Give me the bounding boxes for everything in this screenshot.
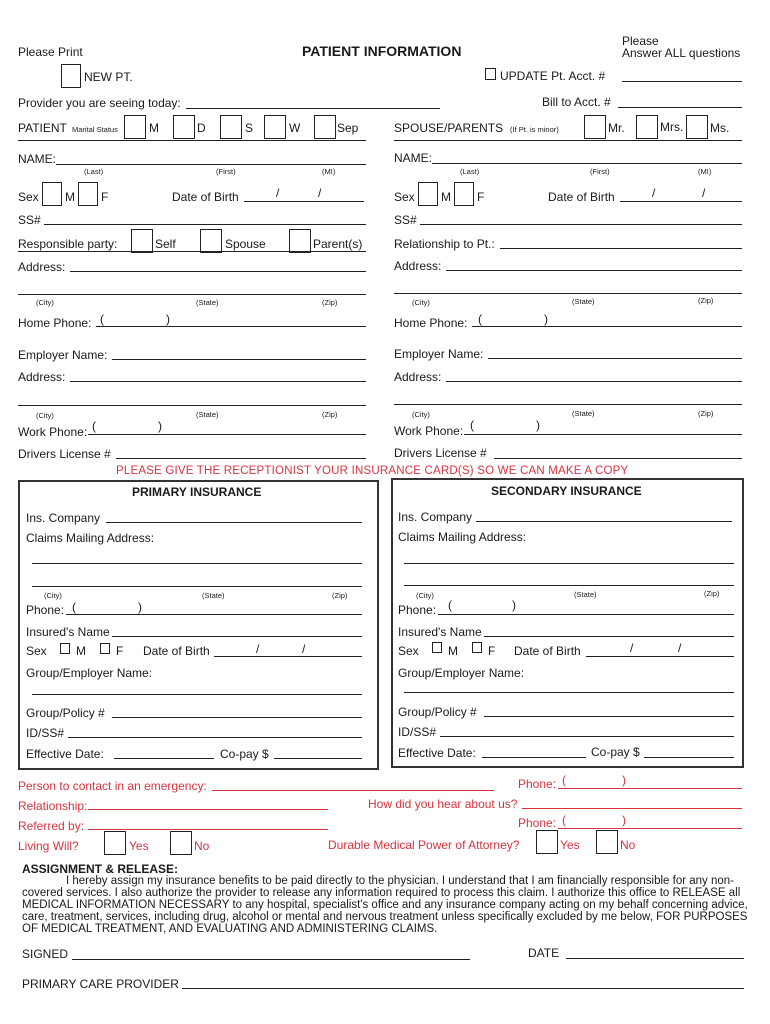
dob-slash: / bbox=[318, 186, 322, 200]
patient-label: PATIENT bbox=[18, 121, 67, 135]
sex-m-label: M bbox=[448, 644, 458, 658]
sex-f-label: F bbox=[488, 644, 496, 658]
marital-m-checkbox[interactable] bbox=[124, 115, 146, 139]
spouse-drivers-label: Drivers License # bbox=[394, 446, 487, 460]
secondary-id-ss-label: ID/SS# bbox=[398, 725, 437, 739]
primary-insured-label: Insured's Name bbox=[26, 625, 110, 639]
zip-caption: (Zip) bbox=[704, 589, 720, 598]
paren: ( bbox=[72, 600, 76, 614]
marital-s-checkbox[interactable] bbox=[220, 115, 242, 139]
secondary-copay-field[interactable] bbox=[644, 757, 734, 758]
state-caption: (State) bbox=[572, 409, 595, 418]
secondary-claims-label: Claims Mailing Address: bbox=[398, 530, 527, 544]
patient-work-phone-field[interactable] bbox=[88, 434, 366, 435]
pcp-label: PRIMARY CARE PROVIDER bbox=[22, 977, 179, 991]
sex-f-label: F bbox=[116, 644, 124, 658]
if-minor-label: (If Pt. is minor) bbox=[510, 125, 559, 134]
emergency-phone-label: Phone: bbox=[518, 777, 557, 791]
marital-sep-checkbox[interactable] bbox=[314, 115, 336, 139]
sex-f-label: F bbox=[101, 190, 109, 204]
paren: ) bbox=[512, 598, 516, 612]
primary-group-policy-field[interactable] bbox=[112, 717, 362, 718]
patient-emp-address-field[interactable] bbox=[70, 381, 366, 382]
poa-no-checkbox[interactable] bbox=[596, 830, 618, 854]
primary-claims-field-2[interactable] bbox=[32, 586, 362, 587]
secondary-group-policy-label: Group/Policy # bbox=[398, 705, 477, 719]
assignment-text-line: I hereby assign my insurance benefits to be paid directly to the physician. I understand that I am financially responsible for any non- bbox=[66, 875, 735, 887]
state-caption: (State) bbox=[196, 298, 219, 307]
spouse-name-field[interactable] bbox=[432, 163, 742, 164]
provider-label: Provider you are seeing today: bbox=[18, 96, 181, 110]
paren: ( bbox=[562, 773, 566, 787]
responsible-self-checkbox[interactable] bbox=[131, 229, 153, 253]
assignment-title: ASSIGNMENT & RELEASE: bbox=[22, 862, 179, 876]
secondary-sex-m-checkbox[interactable] bbox=[432, 642, 442, 653]
patient-drivers-field[interactable] bbox=[116, 458, 366, 459]
relationship-emergency-label: Relationship: bbox=[18, 799, 88, 813]
page-title: PATIENT INFORMATION bbox=[302, 43, 462, 59]
paren: ) bbox=[138, 600, 142, 614]
title-mrs-checkbox[interactable] bbox=[636, 115, 658, 139]
spouse-home-phone-field[interactable] bbox=[472, 326, 742, 327]
dob-slash: / bbox=[302, 642, 306, 656]
spouse-name-label: NAME: bbox=[394, 151, 433, 165]
marital-w-checkbox[interactable] bbox=[264, 115, 286, 139]
secondary-claims-field-1[interactable] bbox=[404, 563, 734, 564]
sex-m-label: M bbox=[65, 190, 75, 204]
responsible-parents-label: Parent(s) bbox=[313, 237, 363, 251]
primary-insured-field[interactable] bbox=[112, 636, 362, 637]
mi-caption: (MI) bbox=[698, 167, 712, 176]
patient-address-label: Address: bbox=[18, 260, 66, 274]
paren: ( bbox=[100, 312, 104, 326]
secondary-claims-field-2[interactable] bbox=[404, 585, 734, 586]
primary-sex-m-checkbox[interactable] bbox=[60, 643, 70, 654]
patient-sex-f-checkbox[interactable] bbox=[78, 182, 98, 206]
answer-all-label: Answer ALL questions bbox=[622, 46, 741, 60]
please-label: Please bbox=[622, 34, 659, 48]
marital-w-label: W bbox=[289, 121, 301, 135]
referred-by-label: Referred by: bbox=[18, 819, 85, 833]
title-ms-checkbox[interactable] bbox=[686, 115, 708, 139]
zip-caption: (Zip) bbox=[322, 298, 338, 307]
city-caption: (City) bbox=[36, 298, 54, 307]
divider bbox=[18, 251, 366, 252]
patient-ss-label: SS# bbox=[18, 213, 41, 227]
paren: ) bbox=[544, 312, 548, 326]
secondary-ins-company-field[interactable] bbox=[476, 521, 732, 522]
sex-m-label: M bbox=[76, 644, 86, 658]
state-caption: (State) bbox=[202, 591, 225, 600]
city-caption: (City) bbox=[44, 591, 62, 600]
patient-emp-address-label: Address: bbox=[18, 370, 66, 384]
poa-yes-label: Yes bbox=[560, 838, 580, 852]
signature-field[interactable] bbox=[72, 959, 470, 960]
patient-dob-label: Date of Birth bbox=[172, 190, 239, 204]
please-print-label: Please Print bbox=[18, 45, 83, 59]
primary-ins-company-field[interactable] bbox=[106, 522, 362, 523]
last-caption: (Last) bbox=[460, 167, 480, 176]
secondary-ins-company-label: Ins. Company bbox=[398, 510, 473, 524]
spouse-address-field[interactable] bbox=[446, 270, 742, 271]
zip-caption: (Zip) bbox=[332, 591, 348, 600]
zip-caption: (Zip) bbox=[698, 296, 714, 305]
spouse-employer-field[interactable] bbox=[488, 358, 742, 359]
paren: ) bbox=[536, 418, 540, 432]
hear-about-label: How did you hear about us? bbox=[368, 797, 518, 811]
spouse-address-label: Address: bbox=[394, 259, 442, 273]
primary-ins-company-label: Ins. Company bbox=[26, 511, 101, 525]
secondary-insured-field[interactable] bbox=[484, 636, 734, 637]
city-caption: (City) bbox=[412, 298, 430, 307]
living-will-yes-label: Yes bbox=[129, 839, 149, 853]
first-caption: (First) bbox=[590, 167, 610, 176]
patient-dob-field[interactable] bbox=[244, 201, 364, 202]
patient-sex-m-checkbox[interactable] bbox=[42, 182, 62, 206]
mi-caption: (MI) bbox=[322, 167, 336, 176]
responsible-spouse-label: Spouse bbox=[225, 237, 266, 251]
spouse-ss-label: SS# bbox=[394, 213, 417, 227]
title-mr-label: Mr. bbox=[608, 121, 625, 135]
secondary-dob-field[interactable] bbox=[586, 656, 734, 657]
patient-employer-label: Employer Name: bbox=[18, 348, 108, 362]
relationship-label: Relationship to Pt.: bbox=[394, 237, 495, 251]
spouse-emp-address-label: Address: bbox=[394, 370, 442, 384]
primary-phone-label: Phone: bbox=[26, 603, 65, 617]
relationship-emergency-field[interactable] bbox=[88, 809, 328, 810]
spouse-ss-field[interactable] bbox=[420, 224, 742, 225]
living-will-no-label: No bbox=[194, 839, 210, 853]
dob-slash: / bbox=[678, 641, 682, 655]
date-field[interactable] bbox=[566, 958, 744, 959]
spouse-sex-m-checkbox[interactable] bbox=[418, 182, 438, 206]
primary-group-policy-label: Group/Policy # bbox=[26, 706, 105, 720]
spouse-emp-address-line2[interactable] bbox=[394, 404, 742, 405]
marital-sep-label: Sep bbox=[337, 121, 359, 135]
patient-home-phone-label: Home Phone: bbox=[18, 316, 92, 330]
secondary-copay-label: Co-pay $ bbox=[591, 745, 640, 759]
primary-id-ss-field[interactable] bbox=[68, 737, 362, 738]
marital-d-label: D bbox=[197, 121, 206, 135]
marital-s-label: S bbox=[245, 121, 254, 135]
responsible-parents-checkbox[interactable] bbox=[289, 229, 311, 253]
spouse-label: SPOUSE/PARENTS bbox=[394, 121, 504, 135]
city-caption: (City) bbox=[416, 591, 434, 600]
responsible-label: Responsible party: bbox=[18, 237, 118, 251]
patient-employer-field[interactable] bbox=[112, 359, 366, 360]
primary-dob-label: Date of Birth bbox=[143, 644, 210, 658]
primary-id-ss-label: ID/SS# bbox=[26, 726, 65, 740]
sex-f-label: F bbox=[477, 190, 485, 204]
spouse-dob-field[interactable] bbox=[620, 201, 742, 202]
patient-drivers-label: Drivers License # bbox=[18, 447, 111, 461]
patient-emp-address-line2[interactable] bbox=[18, 405, 366, 406]
emergency-contact-label: Person to contact in an emergency: bbox=[18, 779, 207, 793]
update-acct-checkbox[interactable] bbox=[485, 68, 496, 80]
secondary-id-ss-field[interactable] bbox=[440, 736, 734, 737]
primary-group-employer-field[interactable] bbox=[32, 694, 362, 695]
primary-effective-field[interactable] bbox=[114, 758, 214, 759]
spouse-dob-label: Date of Birth bbox=[548, 190, 615, 204]
paren: ( bbox=[448, 598, 452, 612]
spouse-sex-label: Sex bbox=[394, 190, 415, 204]
spouse-drivers-field[interactable] bbox=[494, 458, 742, 459]
spouse-emp-address-field[interactable] bbox=[446, 381, 742, 382]
living-will-yes-checkbox[interactable] bbox=[104, 831, 126, 855]
responsible-spouse-checkbox[interactable] bbox=[200, 229, 222, 253]
referral-phone-label: Phone: bbox=[518, 816, 557, 830]
patient-home-phone-field[interactable] bbox=[96, 326, 366, 327]
patient-address-line2[interactable] bbox=[18, 294, 366, 295]
title-mr-checkbox[interactable] bbox=[584, 115, 606, 139]
title-mrs-label: Mrs. bbox=[660, 120, 684, 134]
living-will-label: Living Will? bbox=[18, 839, 79, 853]
divider bbox=[394, 140, 742, 141]
paren: ) bbox=[622, 813, 626, 827]
signed-label: SIGNED bbox=[22, 947, 69, 961]
marital-d-checkbox[interactable] bbox=[173, 115, 195, 139]
secondary-effective-field[interactable] bbox=[482, 757, 586, 758]
paren: ) bbox=[158, 419, 162, 433]
primary-insurance-title: PRIMARY INSURANCE bbox=[132, 485, 262, 499]
update-acct-field[interactable] bbox=[622, 81, 742, 82]
secondary-group-employer-label: Group/Employer Name: bbox=[398, 666, 525, 680]
marital-m-label: M bbox=[149, 121, 159, 135]
relationship-field[interactable] bbox=[500, 248, 742, 249]
secondary-phone-label: Phone: bbox=[398, 603, 437, 617]
secondary-dob-label: Date of Birth bbox=[514, 644, 581, 658]
primary-claims-field-1[interactable] bbox=[32, 563, 362, 564]
paren: ( bbox=[92, 419, 96, 433]
paren: ( bbox=[470, 418, 474, 432]
state-caption: (State) bbox=[196, 410, 219, 419]
new-pt-label: NEW PT. bbox=[84, 70, 133, 84]
patient-work-phone-label: Work Phone: bbox=[18, 425, 88, 439]
primary-claims-label: Claims Mailing Address: bbox=[26, 531, 155, 545]
spouse-work-phone-label: Work Phone: bbox=[394, 424, 464, 438]
assignment-text-line: covered services. I also authorize the provider to release any information required to process this claim. I authorize this office to RELEASE all bbox=[22, 887, 741, 899]
last-caption: (Last) bbox=[84, 167, 104, 176]
assignment-text-line: care, treatment, services, including drug, alcohol or mental and nervous treatment unless specifically excluded by me below, FOR PURPOSES bbox=[22, 911, 748, 923]
spouse-home-phone-label: Home Phone: bbox=[394, 316, 468, 330]
patient-name-field[interactable] bbox=[56, 164, 366, 165]
pcp-field[interactable] bbox=[182, 988, 744, 989]
secondary-phone-field[interactable] bbox=[438, 614, 734, 615]
patient-ss-field[interactable] bbox=[44, 224, 366, 225]
poa-no-label: No bbox=[620, 838, 636, 852]
spouse-sex-f-checkbox[interactable] bbox=[454, 182, 474, 206]
paren: ( bbox=[478, 312, 482, 326]
primary-sex-f-checkbox[interactable] bbox=[100, 643, 110, 654]
patient-sex-label: Sex bbox=[18, 190, 39, 204]
sex-m-label: M bbox=[441, 190, 451, 204]
provider-field[interactable] bbox=[186, 108, 440, 109]
primary-group-employer-label: Group/Employer Name: bbox=[26, 666, 153, 680]
paren: ) bbox=[622, 773, 626, 787]
hear-about-field[interactable] bbox=[522, 808, 742, 809]
divider bbox=[18, 140, 366, 141]
spouse-employer-label: Employer Name: bbox=[394, 347, 484, 361]
dob-slash: / bbox=[256, 642, 260, 656]
zip-caption: (Zip) bbox=[698, 409, 714, 418]
secondary-insured-label: Insured's Name bbox=[398, 625, 482, 639]
patient-name-label: NAME: bbox=[18, 152, 57, 166]
bill-to-field[interactable] bbox=[618, 107, 742, 108]
living-will-no-checkbox[interactable] bbox=[170, 831, 192, 855]
dob-slash: / bbox=[630, 641, 634, 655]
zip-caption: (Zip) bbox=[322, 410, 338, 419]
spouse-address-line2[interactable] bbox=[394, 293, 742, 294]
primary-dob-field[interactable] bbox=[214, 656, 362, 657]
emergency-contact-field[interactable] bbox=[212, 790, 494, 791]
city-caption: (City) bbox=[36, 411, 54, 420]
update-acct-label: UPDATE Pt. Acct. # bbox=[500, 69, 606, 83]
dob-slash: / bbox=[702, 186, 706, 200]
date-label: DATE bbox=[528, 946, 560, 960]
paren: ) bbox=[166, 312, 170, 326]
paren: ( bbox=[562, 813, 566, 827]
state-caption: (State) bbox=[572, 297, 595, 306]
patient-address-field[interactable] bbox=[70, 271, 366, 272]
responsible-self-label: Self bbox=[155, 237, 176, 251]
first-caption: (First) bbox=[216, 167, 236, 176]
dob-slash: / bbox=[652, 186, 656, 200]
primary-sex-label: Sex bbox=[26, 644, 47, 658]
referral-phone-field[interactable] bbox=[558, 828, 742, 829]
state-caption: (State) bbox=[574, 590, 597, 599]
referred-by-field[interactable] bbox=[88, 829, 328, 830]
emergency-phone-field[interactable] bbox=[558, 788, 742, 789]
primary-copay-field[interactable] bbox=[274, 758, 362, 759]
secondary-sex-label: Sex bbox=[398, 644, 419, 658]
secondary-group-policy-field[interactable] bbox=[484, 716, 734, 717]
primary-copay-label: Co-pay $ bbox=[220, 747, 269, 761]
secondary-sex-f-checkbox[interactable] bbox=[472, 642, 482, 653]
dob-slash: / bbox=[276, 186, 280, 200]
title-ms-label: Ms. bbox=[710, 121, 730, 135]
power-of-attorney-label: Durable Medical Power of Attorney? bbox=[328, 838, 520, 852]
primary-phone-field[interactable] bbox=[66, 614, 362, 615]
assignment-text-line: MEDICAL INFORMATION NECESSARY to any hospital, specialist's office and any insurance company acting on my behalf concerning advice, bbox=[22, 899, 748, 911]
secondary-insurance-title: SECONDARY INSURANCE bbox=[491, 484, 642, 498]
poa-yes-checkbox[interactable] bbox=[536, 830, 558, 854]
primary-effective-label: Effective Date: bbox=[26, 747, 104, 761]
secondary-group-employer-field[interactable] bbox=[404, 692, 734, 693]
city-caption: (City) bbox=[412, 410, 430, 419]
new-pt-checkbox[interactable] bbox=[61, 64, 81, 88]
bill-to-label: Bill to Acct. # bbox=[542, 95, 611, 109]
insurance-card-notice: PLEASE GIVE THE RECEPTIONIST YOUR INSURANCE CARD(S) SO WE CAN MAKE A COPY bbox=[116, 465, 629, 477]
spouse-work-phone-field[interactable] bbox=[464, 434, 742, 435]
secondary-effective-label: Effective Date: bbox=[398, 746, 476, 760]
assignment-text-line: OF MEDICAL TREATMENT, AND EVALUATING AND ADMINISTERING CLAIMS. bbox=[22, 923, 438, 935]
marital-status-label: Marital Status bbox=[72, 125, 118, 134]
